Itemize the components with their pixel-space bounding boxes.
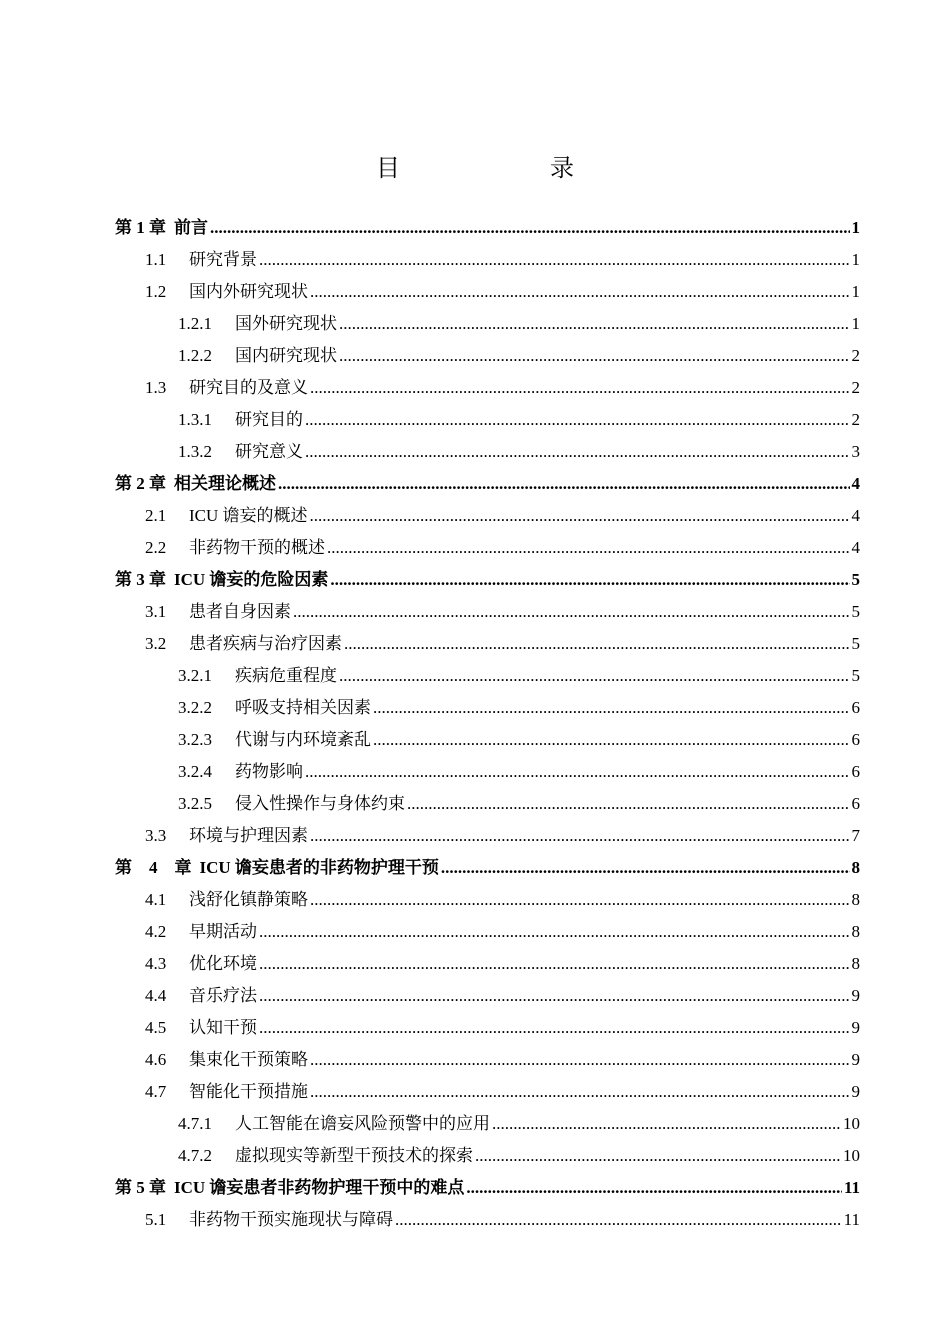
toc-entry-number: 3.2.4 xyxy=(178,762,212,781)
page-title: 目 录 xyxy=(376,156,608,182)
toc-entry-page-number: 9 xyxy=(851,986,860,1005)
toc-entry-page-number: 8 xyxy=(851,954,860,973)
toc-entry-title: 虚拟现实等新型干预技术的探索 xyxy=(235,1146,473,1165)
toc-entry[interactable] xyxy=(115,500,860,532)
dot-leader xyxy=(407,788,850,820)
toc-entry-number: 第 5 章 xyxy=(115,1178,166,1197)
toc-entry[interactable] xyxy=(115,276,860,308)
dot-leader xyxy=(344,628,850,660)
toc-entry-title: 研究目的及意义 xyxy=(189,378,308,397)
toc-entry[interactable] xyxy=(115,1140,860,1172)
toc-entry[interactable] xyxy=(115,212,860,244)
dot-leader xyxy=(327,532,850,564)
toc-entry-title: 患者自身因素 xyxy=(189,602,291,621)
dot-leader xyxy=(259,244,850,276)
toc-entry-title: 音乐疗法 xyxy=(189,986,257,1005)
dot-leader xyxy=(259,1012,850,1044)
toc-entry[interactable] xyxy=(115,1204,860,1236)
toc-entry-number: 3.2 xyxy=(145,634,167,653)
toc-entry-number: 第 1 章 xyxy=(115,218,166,237)
toc-entry-title: ICU 谵妄的概述 xyxy=(189,506,308,525)
toc-entry-title: 研究背景 xyxy=(189,250,257,269)
toc-entry-number: 4.7.1 xyxy=(178,1114,212,1133)
toc-entry-page-number: 2 xyxy=(851,410,860,429)
toc-entry[interactable] xyxy=(115,756,860,788)
toc-entry-title: 呼吸支持相关因素 xyxy=(235,698,371,717)
toc-entry-title: 国内研究现状 xyxy=(235,346,337,365)
toc-entry-page-number: 9 xyxy=(851,1050,860,1069)
toc-entry-page-number: 1 xyxy=(851,314,860,333)
table-of-contents xyxy=(115,212,860,1236)
toc-entry-number: 4.5 xyxy=(145,1018,167,1037)
toc-entry-page-number: 4 xyxy=(851,538,860,557)
toc-entry[interactable] xyxy=(115,340,860,372)
dot-leader xyxy=(373,724,850,756)
dot-leader xyxy=(259,916,850,948)
toc-entry[interactable] xyxy=(115,532,860,564)
toc-entry-title: 国内外研究现状 xyxy=(189,282,308,301)
dot-leader xyxy=(330,564,849,596)
toc-entry-title: 非药物干预实施现状与障碍 xyxy=(189,1210,393,1229)
toc-entry-title: 疾病危重程度 xyxy=(235,666,337,685)
dot-leader xyxy=(310,820,850,852)
toc-entry-page-number: 8 xyxy=(851,922,860,941)
toc-entry-title: 非药物干预的概述 xyxy=(189,538,325,557)
toc-entry[interactable] xyxy=(115,1172,860,1204)
toc-entry[interactable] xyxy=(115,724,860,756)
dot-leader xyxy=(441,852,850,884)
toc-entry[interactable] xyxy=(115,1108,860,1140)
toc-entry-number: 第 2 章 xyxy=(115,474,166,493)
toc-entry[interactable] xyxy=(115,980,860,1012)
toc-entry-page-number: 8 xyxy=(851,858,860,877)
toc-entry-title: 集束化干预策略 xyxy=(189,1050,308,1069)
toc-entry-number: 3.2.3 xyxy=(178,730,212,749)
toc-entry-title: 环境与护理因素 xyxy=(189,826,308,845)
toc-entry-page-number: 8 xyxy=(851,890,860,909)
toc-entry-title: 药物影响 xyxy=(235,762,303,781)
dot-leader xyxy=(310,500,850,532)
toc-entry-number: 4.1 xyxy=(145,890,167,909)
toc-entry-number: 4.7 xyxy=(145,1082,167,1101)
toc-entry-title: 前言 xyxy=(174,218,208,237)
dot-leader xyxy=(278,468,850,500)
toc-entry-number: 4.7.2 xyxy=(178,1146,212,1165)
toc-entry-number: 4.4 xyxy=(145,986,167,1005)
toc-entry[interactable] xyxy=(115,948,860,980)
toc-entry[interactable] xyxy=(115,660,860,692)
dot-leader xyxy=(293,596,850,628)
toc-entry-title: 研究目的 xyxy=(235,410,303,429)
toc-entry-page-number: 2 xyxy=(851,346,860,365)
dot-leader xyxy=(305,404,850,436)
toc-entry[interactable] xyxy=(115,564,860,596)
toc-entry[interactable] xyxy=(115,692,860,724)
toc-entry-page-number: 10 xyxy=(843,1146,860,1165)
dot-leader xyxy=(210,212,850,244)
toc-entry-number: 3.1 xyxy=(145,602,167,621)
toc-entry-page-number: 9 xyxy=(851,1082,860,1101)
toc-entry[interactable] xyxy=(115,1076,860,1108)
toc-entry-title: 代谢与内环境紊乱 xyxy=(235,730,371,749)
toc-entry[interactable] xyxy=(115,788,860,820)
toc-entry-title: 智能化干预措施 xyxy=(189,1082,308,1101)
dot-leader xyxy=(466,1172,842,1204)
toc-entry-number: 2.1 xyxy=(145,506,167,525)
toc-entry-number: 2.2 xyxy=(145,538,167,557)
dot-leader xyxy=(373,692,850,724)
toc-entry[interactable] xyxy=(115,628,860,660)
toc-entry-number: 3.3 xyxy=(145,826,167,845)
toc-entry-title: ICU 谵妄患者的非药物护理干预 xyxy=(199,858,439,877)
toc-entry-page-number: 1 xyxy=(851,282,860,301)
toc-entry-page-number: 4 xyxy=(851,474,860,493)
dot-leader xyxy=(475,1140,841,1172)
dot-leader xyxy=(310,372,850,404)
toc-entry-page-number: 9 xyxy=(851,1018,860,1037)
toc-entry-number: 5.1 xyxy=(145,1210,167,1229)
toc-entry-title: 患者疾病与治疗因素 xyxy=(189,634,342,653)
toc-entry[interactable] xyxy=(115,852,860,884)
dot-leader xyxy=(310,276,850,308)
toc-entry-title: ICU 谵妄患者非药物护理干预中的难点 xyxy=(174,1178,465,1197)
dot-leader xyxy=(305,756,850,788)
toc-entry[interactable] xyxy=(115,468,860,500)
dot-leader xyxy=(395,1204,842,1236)
toc-entry-number: 3.2.2 xyxy=(178,698,212,717)
toc-entry-title: 人工智能在谵妄风险预警中的应用 xyxy=(235,1114,490,1133)
dot-leader xyxy=(310,1044,850,1076)
dot-leader xyxy=(339,308,850,340)
toc-entry-number: 第 3 章 xyxy=(115,570,166,589)
dot-leader xyxy=(339,660,850,692)
toc-entry-page-number: 7 xyxy=(851,826,860,845)
toc-entry[interactable] xyxy=(115,308,860,340)
toc-entry-title: 早期活动 xyxy=(189,922,257,941)
toc-entry-number: 第 4 章 xyxy=(115,858,192,877)
dot-leader xyxy=(339,340,850,372)
dot-leader xyxy=(259,980,850,1012)
toc-entry-page-number: 6 xyxy=(851,698,860,717)
toc-entry-number: 1.2.2 xyxy=(178,346,212,365)
toc-entry-page-number: 6 xyxy=(851,794,860,813)
dot-leader xyxy=(305,436,850,468)
toc-entry[interactable] xyxy=(115,1044,860,1076)
dot-leader xyxy=(310,884,850,916)
toc-entry[interactable] xyxy=(115,820,860,852)
toc-entry-page-number: 6 xyxy=(851,762,860,781)
toc-entry-page-number: 11 xyxy=(843,1210,860,1229)
toc-entry-page-number: 5 xyxy=(851,602,860,621)
toc-entry-page-number: 11 xyxy=(843,1178,860,1197)
toc-entry-title: 认知干预 xyxy=(189,1018,257,1037)
toc-entry-number: 4.2 xyxy=(145,922,167,941)
dot-leader xyxy=(492,1108,841,1140)
toc-entry-title: 优化环境 xyxy=(189,954,257,973)
toc-entry[interactable] xyxy=(115,436,860,468)
toc-entry-number: 1.2.1 xyxy=(178,314,212,333)
toc-entry-number: 3.2.1 xyxy=(178,666,212,685)
toc-entry[interactable] xyxy=(115,244,860,276)
toc-entry-page-number: 4 xyxy=(851,506,860,525)
toc-entry[interactable] xyxy=(115,916,860,948)
toc-entry[interactable] xyxy=(115,1012,860,1044)
dot-leader xyxy=(310,1076,850,1108)
toc-entry[interactable] xyxy=(115,372,860,404)
toc-entry-title: 国外研究现状 xyxy=(235,314,337,333)
toc-entry-page-number: 6 xyxy=(851,730,860,749)
toc-entry-number: 1.2 xyxy=(145,282,167,301)
toc-entry-number: 1.3.1 xyxy=(178,410,212,429)
toc-entry-title: 浅舒化镇静策略 xyxy=(189,890,308,909)
toc-entry-title: 相关理论概述 xyxy=(174,474,276,493)
toc-entry[interactable] xyxy=(115,596,860,628)
toc-entry-title: ICU 谵妄的危险因素 xyxy=(174,570,329,589)
toc-entry-page-number: 5 xyxy=(851,634,860,653)
toc-entry-title: 研究意义 xyxy=(235,442,303,461)
toc-entry-number: 3.2.5 xyxy=(178,794,212,813)
toc-entry-page-number: 1 xyxy=(851,250,860,269)
toc-entry-page-number: 1 xyxy=(851,218,860,237)
toc-entry-number: 1.3 xyxy=(145,378,167,397)
toc-entry-number: 1.1 xyxy=(145,250,167,269)
toc-entry-page-number: 5 xyxy=(851,570,860,589)
toc-entry-page-number: 2 xyxy=(851,378,860,397)
toc-entry-page-number: 10 xyxy=(843,1114,860,1133)
toc-entry-page-number: 5 xyxy=(851,666,860,685)
dot-leader xyxy=(259,948,850,980)
toc-entry-page-number: 3 xyxy=(851,442,860,461)
toc-entry-number: 4.6 xyxy=(145,1050,167,1069)
toc-entry-number: 4.3 xyxy=(145,954,167,973)
toc-entry[interactable] xyxy=(115,404,860,436)
toc-entry-number: 1.3.2 xyxy=(178,442,212,461)
toc-entry[interactable] xyxy=(115,884,860,916)
toc-entry-title: 侵入性操作与身体约束 xyxy=(235,794,405,813)
